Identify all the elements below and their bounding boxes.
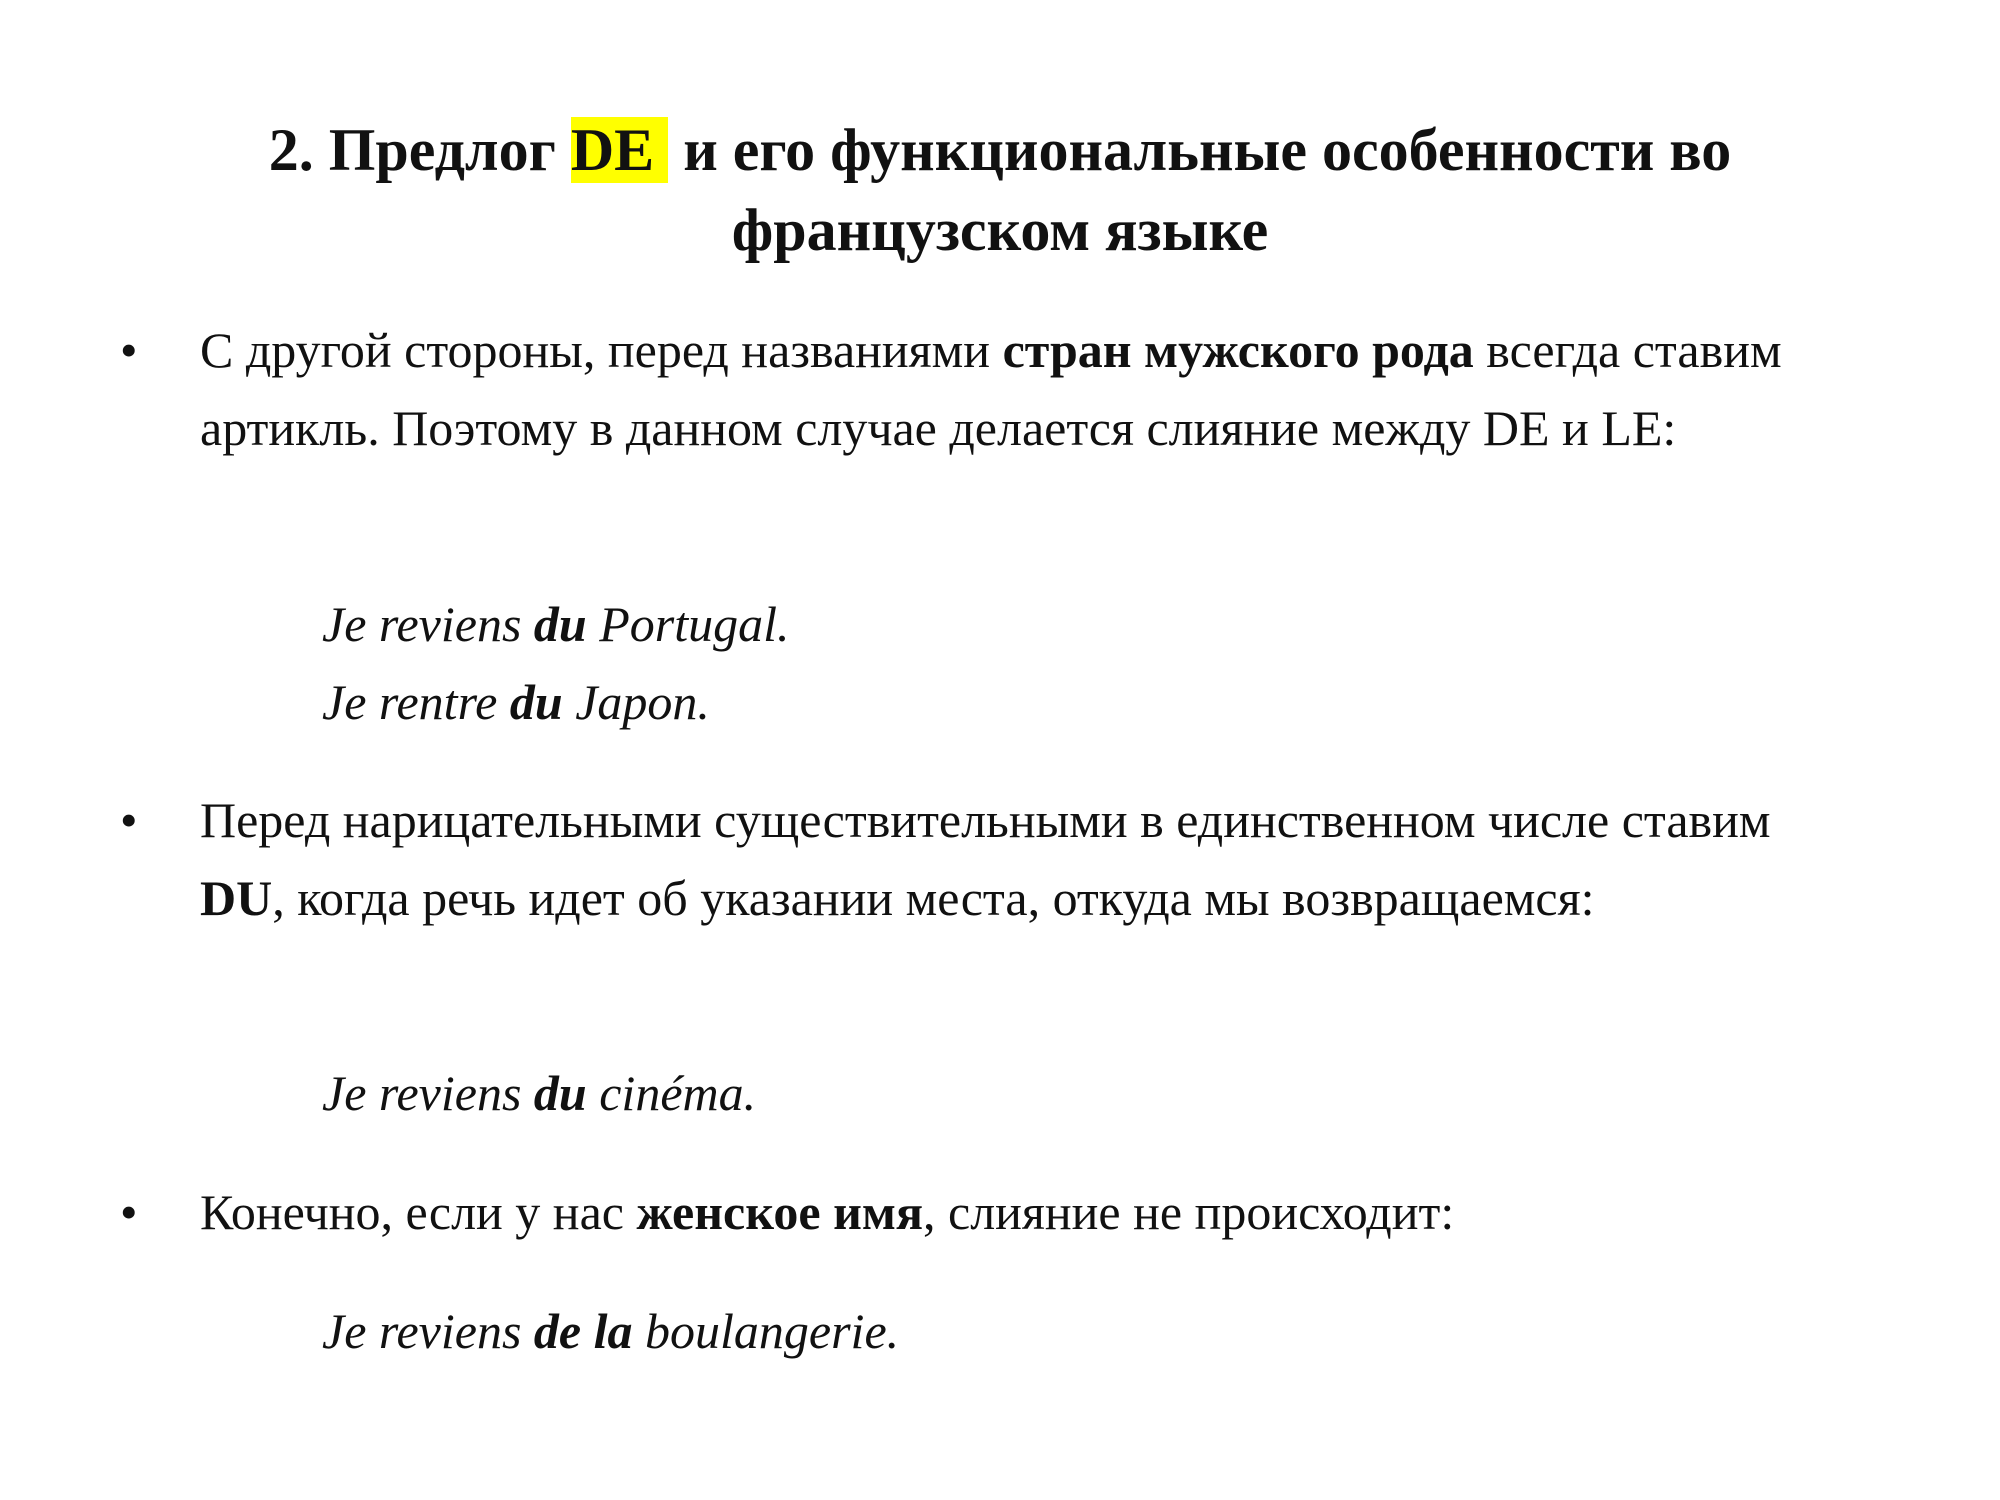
example-line-1: [322, 585, 790, 663]
bullet-dot-icon: •: [120, 1184, 138, 1240]
example-3-post: cinéma.: [586, 1065, 757, 1121]
example-4-post: boulangerie.: [632, 1303, 900, 1359]
bullet-2-text-b: , когда речь идет об указании места, откуда мы возвращаемся:: [272, 870, 1595, 926]
bullet-dot-icon: •: [120, 792, 138, 848]
bullet-item-3: [120, 1173, 1840, 1251]
bullet-2-text-a: Перед нарицательными существительными в единственном числе ставим: [200, 792, 1771, 848]
example-line-4: [322, 1292, 899, 1370]
example-1-bold: du: [533, 596, 587, 652]
title-highlight: DE: [571, 117, 668, 183]
example-4-bold: de la: [533, 1303, 633, 1359]
example-3-pre: Je reviens: [322, 1065, 534, 1121]
example-1-post: Portugal.: [586, 596, 790, 652]
title-prefix: 2. Предлог: [268, 117, 571, 183]
example-2-bold: du: [509, 674, 563, 730]
bullet-dot-icon: •: [120, 322, 138, 378]
bullet-item-2: [120, 781, 1840, 937]
bullet-3-text-a: Конечно, если у нас: [200, 1184, 637, 1240]
example-line-3: [322, 1054, 756, 1132]
bullet-1-text-b: всегда ставим артикль. Поэтому в данном случае делается слияние между DE и LE:: [200, 322, 1782, 456]
bullet-3-text-b: , слияние не происходит:: [923, 1184, 1455, 1240]
example-1-pre: Je reviens: [322, 596, 534, 652]
bullet-text-2: [200, 781, 1840, 937]
bullet-2-bold: DU: [200, 870, 273, 926]
bullet-text-1: [200, 311, 1840, 467]
bullet-3-bold: женское имя: [636, 1184, 924, 1240]
title-suffix: и его функциональные особенности во французском языке: [668, 117, 1732, 263]
example-2-post: Japon.: [562, 674, 710, 730]
bullet-1-bold: стран мужского рода: [1002, 322, 1474, 378]
example-line-2: [322, 663, 710, 741]
bullet-1-text-a: С другой стороны, перед названиями: [200, 322, 1003, 378]
bullet-item-1: [120, 311, 1840, 467]
example-4-pre: Je reviens: [322, 1303, 534, 1359]
example-2-pre: Je rentre: [322, 674, 510, 730]
slide-title: [100, 110, 1900, 270]
example-3-bold: du: [533, 1065, 587, 1121]
bullet-text-3: [200, 1173, 1840, 1251]
